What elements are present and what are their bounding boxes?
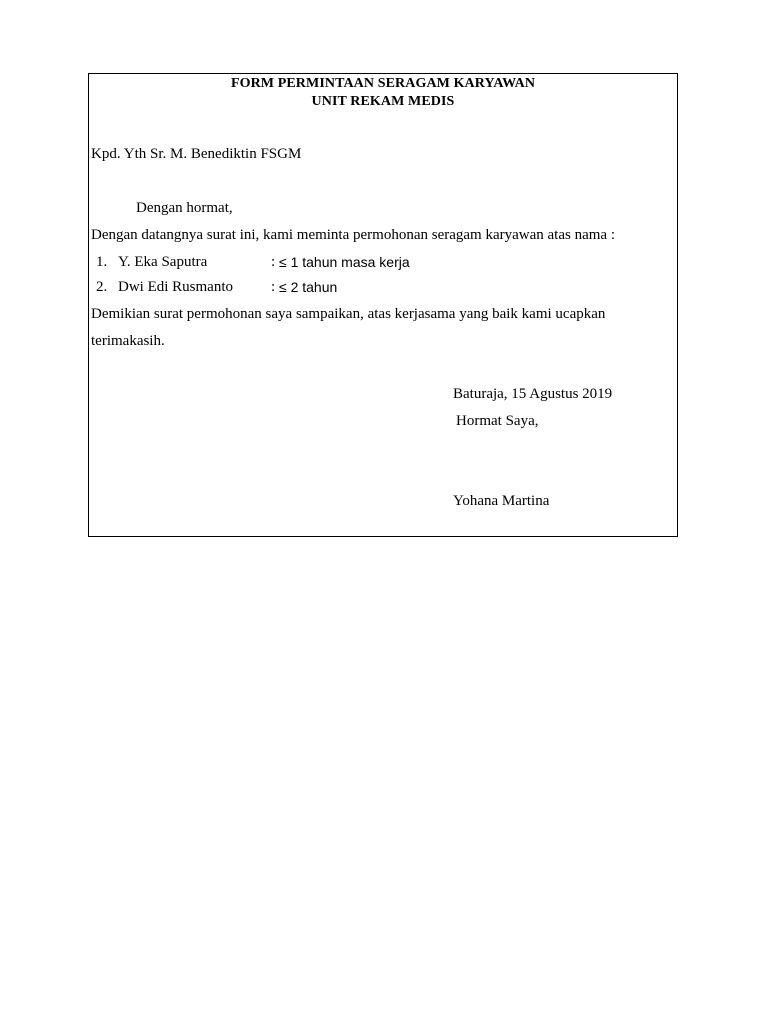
employee-name: Y. Eka Saputra (118, 254, 208, 270)
list-item-number: 2. (96, 279, 108, 295)
form-title: FORM PERMINTAAN SERAGAM KARYAWAN (230, 76, 536, 91)
request-form (88, 73, 678, 537)
employee-detail: ≤ 1 tahun masa kerja (279, 254, 410, 270)
greeting: Dengan hormat, (136, 200, 233, 216)
regards: Hormat Saya, (456, 413, 539, 429)
recipient-line: Kpd. Yth Sr. M. Benediktin FSGM (91, 146, 302, 162)
signatory-name: Yohana Martina (453, 493, 550, 509)
list-item-separator: : (271, 279, 276, 295)
list-item-number: 1. (96, 254, 108, 270)
place-date: Baturaja, 15 Agustus 2019 (453, 386, 613, 402)
intro-paragraph: Dengan datangnya surat ini, kami meminta permohonan seragam karyawan atas nama : (91, 227, 615, 243)
list-item-separator: : (271, 254, 276, 270)
employee-detail: ≤ 2 tahun (279, 279, 338, 295)
closing-paragraph: Demikian surat permohonan saya sampaikan, atas kerjasama yang baik kami ucapkan (91, 306, 606, 322)
employee-name: Dwi Edi Rusmanto (118, 279, 233, 295)
closing-paragraph-continued: terimakasih. (91, 333, 165, 349)
form-subtitle: UNIT REKAM MEDIS (311, 94, 455, 109)
